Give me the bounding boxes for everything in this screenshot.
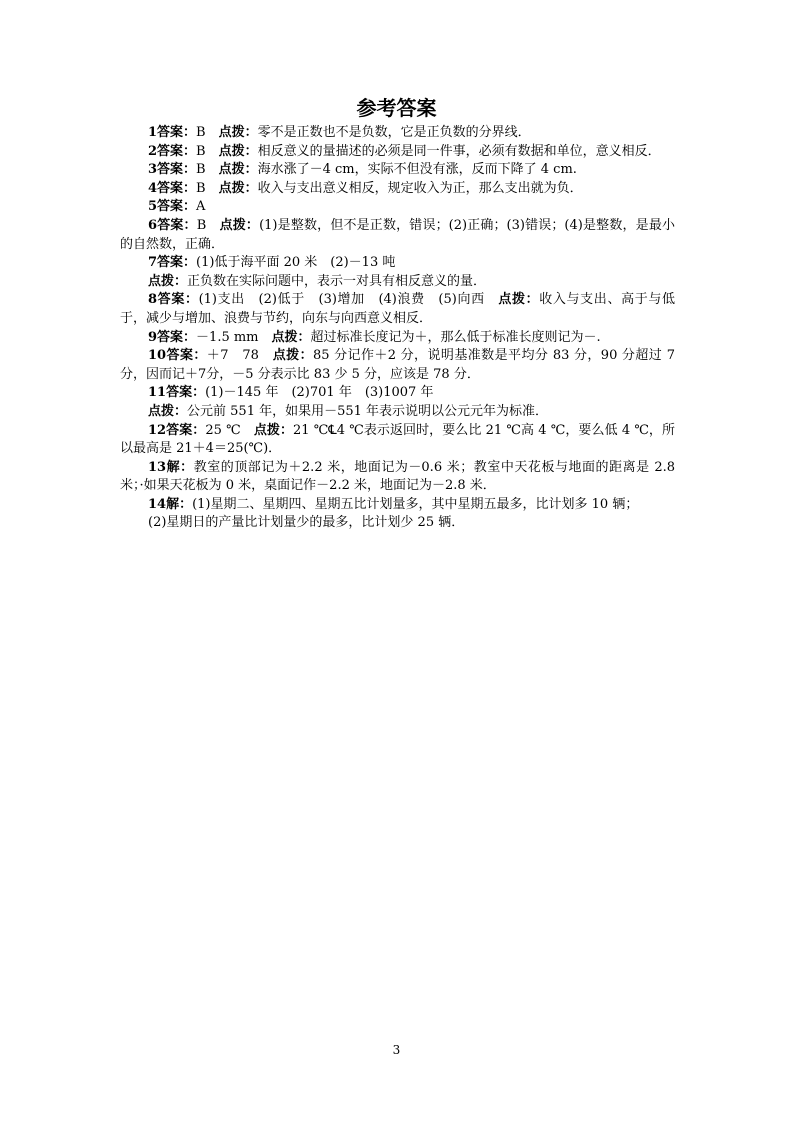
- answer-label: 点拨：: [148, 273, 188, 289]
- answer-paragraph: [120, 161, 675, 180]
- answer-label: 6答案：: [148, 217, 197, 233]
- answer-text: 收入与支出、高于与低于，减少与增加、浪费与节约，向东与向西意义相反．: [120, 292, 675, 326]
- answer-text: B: [196, 217, 220, 233]
- answer-label: 5答案：: [148, 199, 197, 215]
- answer-text: (1)是整数，但不是正数，错误；(2)正确；(3)错误；(4)是整数，是最小的自然数，正确．: [120, 217, 675, 252]
- answer-label: 点拨：: [218, 180, 258, 196]
- answer-list: [120, 124, 675, 533]
- answer-text: (1)星期二、星期四、星期五比计划量多，其中星期五最多，比计划多 10 辆；: [192, 496, 639, 512]
- answer-paragraph: [120, 198, 675, 217]
- answer-text: (1)支出 (2)低于 (3)增加 (4)浪费 (5)向西: [198, 292, 499, 308]
- answer-label: 3答案：: [148, 162, 197, 178]
- answer-paragraph: [120, 459, 675, 496]
- answer-text: 教室的顶部记为＋2.2 米，地面记为－0.6 米；教室中天花板与地面的距离是 2.8 米；·如果天花板为 0 米，桌面记作－2.2 米，地面记为－2.8 米．: [120, 459, 676, 494]
- answer-text: 零不是正数也不是负数，它是正负数的分界线．: [257, 125, 531, 140]
- answer-label: 点拨：: [253, 422, 294, 438]
- answer-label: 1答案：: [148, 125, 197, 140]
- answer-text: 正负数在实际问题中，表示一对具有相反意义的量．: [187, 273, 487, 289]
- answer-text: B: [196, 162, 219, 178]
- answer-paragraph: [120, 347, 675, 384]
- answer-label: 点拨：: [218, 125, 258, 140]
- answer-label: 14解：: [148, 496, 193, 512]
- answer-label: 点拨：: [219, 217, 260, 233]
- answer-paragraph: [120, 124, 675, 143]
- answer-paragraph: [120, 273, 675, 292]
- answer-text: 公元前 551 年，如果用－551 年表示说明以公元元年为标准．: [187, 403, 549, 419]
- answer-paragraph: [120, 403, 675, 422]
- answer-label: 点拨：: [272, 348, 314, 364]
- answer-paragraph: [120, 180, 675, 199]
- answer-text: (1)低于海平面 20 米 (2)－13 吨: [196, 255, 396, 271]
- answer-label: 点拨：: [218, 143, 258, 159]
- answer-paragraph: [120, 384, 675, 403]
- page-title: 参考答案: [356, 96, 437, 120]
- answer-text: B: [196, 180, 219, 196]
- answer-paragraph: [120, 496, 675, 515]
- answer-text: 21 ℃℄4 ℃表示返回时，要么比 21 ℃高 4 ℃，要么低 4 ℃，所以最高是 21＋4＝25(℃)．: [120, 422, 676, 457]
- answer-text: ＋7 78: [206, 348, 273, 364]
- answer-text: －1.5 mm: [196, 329, 272, 345]
- answer-text: 收入与支出意义相反，规定收入为正，那么支出就为负．: [257, 180, 583, 196]
- answer-text: B: [196, 143, 219, 159]
- answer-label: 7答案：: [148, 255, 197, 271]
- answer-label: 13解：: [148, 459, 194, 475]
- answer-paragraph: [120, 143, 675, 162]
- page-number: 3: [392, 1043, 401, 1057]
- answer-label: 点拨：: [218, 162, 258, 178]
- answer-text: B: [196, 125, 219, 140]
- answer-label: 11答案：: [148, 385, 206, 401]
- answer-text: (2)星期日的产量比计划量少的最多，比计划少 25 辆．: [148, 515, 465, 531]
- answer-label: 4答案：: [148, 180, 197, 196]
- answer-text: 85 分记作＋2 分，说明基准数是平均分 83 分，90 分超过 7 分，因而记＋7分，－5 分表示比 83 少 5 分，应该是 78 分．: [120, 348, 675, 382]
- answer-label: 点拨：: [498, 292, 540, 308]
- answer-paragraph: [120, 291, 675, 328]
- answer-paragraph: [120, 329, 675, 348]
- answer-text: (1)－145 年 (2)701 年 (3)1007 年: [205, 385, 434, 401]
- answer-label: 12答案：: [148, 422, 206, 438]
- answer-text: A: [196, 199, 206, 215]
- answer-paragraph: [120, 514, 675, 533]
- answer-text: 相反意义的量描述的必须是同一件事，必须有数据和单位，意义相反．: [257, 143, 661, 159]
- answer-label: 10答案：: [148, 348, 207, 364]
- answer-text: 超过标准长度记为＋，那么低于标准长度则记为－.: [310, 329, 601, 345]
- answer-label: 8答案：: [148, 292, 199, 308]
- answer-text: 海水涨了－4 cm，实际不但没有涨，反而下降了 4 cm.: [257, 162, 577, 178]
- answer-paragraph: [120, 217, 675, 254]
- answer-label: 2答案：: [148, 143, 197, 159]
- answer-label: 9答案：: [148, 329, 197, 345]
- answer-text: 25 ℃: [205, 422, 254, 438]
- answer-paragraph: [120, 254, 675, 273]
- answer-label: 点拨：: [271, 329, 311, 345]
- answer-label: 点拨：: [148, 403, 188, 419]
- answer-paragraph: [120, 422, 675, 459]
